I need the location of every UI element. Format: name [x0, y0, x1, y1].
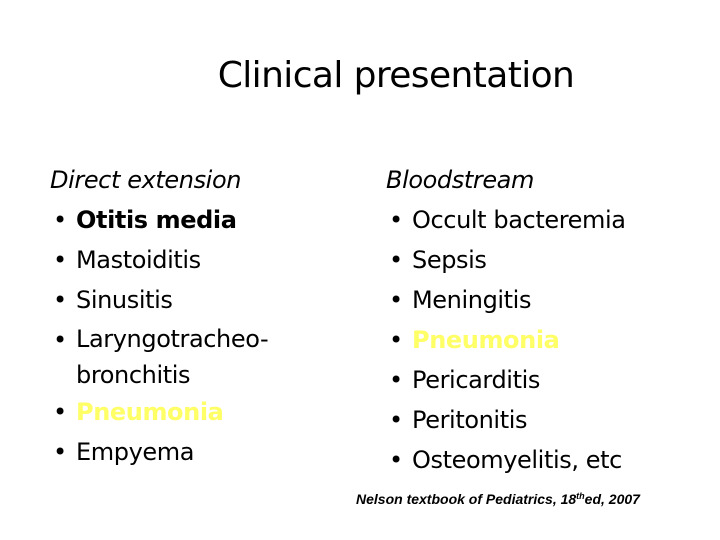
- list-item: [386, 320, 706, 360]
- list-item: [386, 280, 706, 320]
- list-item-text-highlighted: Pneumonia: [412, 326, 560, 354]
- bullet-icon: •: [53, 438, 67, 466]
- direct-extension-column: [50, 160, 350, 472]
- bullet-icon: •: [53, 246, 67, 274]
- list-item-text: Sinusitis: [76, 286, 173, 314]
- list-item: [50, 200, 350, 240]
- list-item-text: Occult bacteremia: [412, 206, 626, 234]
- list-item-text: Empyema: [76, 438, 195, 466]
- bullet-icon: •: [389, 246, 403, 274]
- slide-title: Clinical presentation: [217, 55, 575, 96]
- bullet-icon: •: [389, 326, 403, 354]
- list-item-text: Pericarditis: [412, 366, 540, 394]
- list-item: [50, 280, 350, 320]
- source-citation: [356, 487, 640, 508]
- list-item-text-continued: bronchitis: [76, 361, 191, 389]
- direct-extension-list: [50, 200, 350, 472]
- list-item: [386, 440, 706, 480]
- direct-extension-heading: Direct extension: [50, 166, 242, 194]
- list-item-text: Meningitis: [412, 286, 532, 314]
- bullet-icon: •: [53, 286, 67, 314]
- citation-text: Nelson textbook of Pediatrics, 18: [356, 491, 577, 507]
- bullet-icon: •: [389, 406, 403, 434]
- list-item-text: Mastoiditis: [76, 246, 201, 274]
- bloodstream-list: [386, 200, 706, 480]
- bullet-icon: •: [389, 366, 403, 394]
- citation-text-end: ed, 2007: [584, 491, 640, 507]
- list-item-text-highlighted: Pneumonia: [76, 398, 224, 426]
- list-item: [386, 200, 706, 240]
- bullet-icon: •: [389, 286, 403, 314]
- bullet-icon: •: [53, 206, 67, 234]
- list-item: [386, 400, 706, 440]
- list-item-text: Otitis media: [76, 206, 237, 234]
- list-item: [50, 432, 350, 472]
- bloodstream-column: [386, 160, 706, 480]
- list-item-text: Peritonitis: [412, 406, 528, 434]
- list-item-text: Sepsis: [412, 246, 487, 274]
- list-item: [50, 320, 350, 392]
- list-item: [50, 240, 350, 280]
- bullet-icon: •: [389, 206, 403, 234]
- list-item-text: Laryngotracheo-: [76, 325, 269, 353]
- list-item-text: Osteomyelitis, etc: [412, 446, 622, 474]
- list-item: [50, 392, 350, 432]
- list-item: [386, 240, 706, 280]
- bloodstream-heading: Bloodstream: [386, 166, 534, 194]
- bullet-icon: •: [53, 398, 67, 426]
- bullet-icon: •: [53, 326, 67, 354]
- citation-superscript: th: [576, 491, 585, 501]
- list-item: [386, 360, 706, 400]
- bullet-icon: •: [389, 446, 403, 474]
